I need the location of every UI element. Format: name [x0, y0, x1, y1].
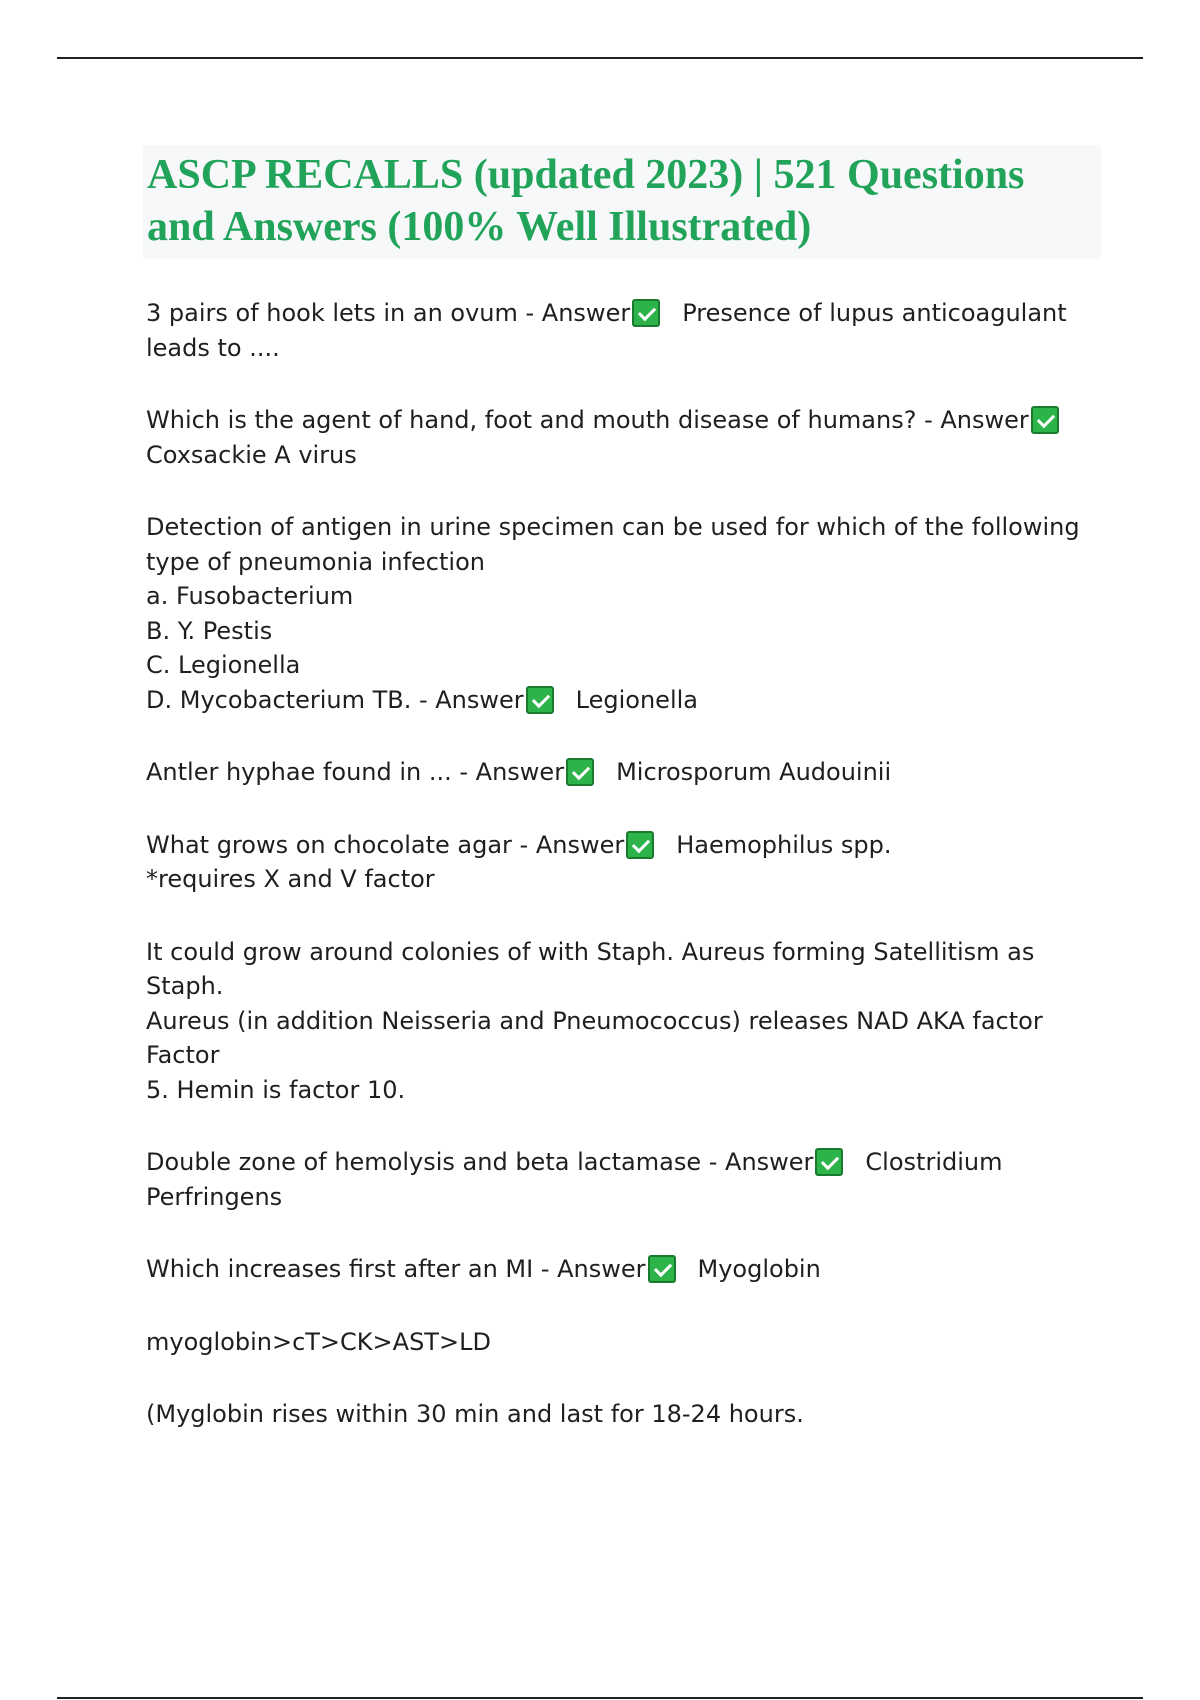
qa-item — [146, 828, 1086, 897]
text-block — [146, 1397, 1086, 1432]
check-mark-icon — [626, 831, 654, 859]
qa-line — [146, 755, 1086, 790]
check-mark-icon — [632, 299, 660, 327]
answer-note: *requires X and V factor — [146, 865, 435, 893]
qa-line — [146, 296, 1086, 331]
qa-item — [146, 755, 1086, 790]
qa-line — [146, 1145, 1086, 1180]
question-text: D. Mycobacterium TB. - Answer — [146, 685, 524, 714]
answer-text: Microsporum Audouinii — [616, 758, 892, 786]
qa-item — [146, 1252, 1086, 1287]
answer-text: Presence of lupus anticoagulant — [682, 299, 1067, 327]
question-text: Antler hyphae found in ... - Answer — [146, 758, 565, 786]
qa-line — [146, 403, 1086, 438]
check-mark-icon — [1031, 406, 1059, 434]
answer-text: Myoglobin — [697, 1255, 821, 1283]
answer-continuation: leads to .... — [146, 333, 280, 362]
question-text: What grows on chocolate agar - Answer — [146, 830, 625, 859]
answer-text: Clostridium — [865, 1148, 1003, 1176]
paragraph-line: It could grow around colonies of with Staph. Aureus forming Satellitism as Staph. — [146, 937, 1035, 1000]
title-banner — [143, 145, 1101, 259]
option-line: B. Y. Pestis — [146, 616, 273, 645]
qa-line — [146, 1252, 1086, 1287]
question-line: Detection of antigen in urine specimen can be used for which of the following — [146, 513, 1080, 541]
check-mark-icon — [815, 1148, 843, 1176]
question-text: Which increases first after an MI - Answer — [146, 1255, 646, 1283]
option-line: C. Legionella — [146, 651, 301, 679]
question-line: type of pneumonia infection — [146, 547, 485, 576]
qa-content — [146, 296, 1086, 1470]
qa-line — [146, 683, 1086, 718]
qa-item — [146, 296, 1086, 365]
qa-line — [146, 828, 1086, 863]
answer-text: Coxsackie A virus — [146, 440, 357, 469]
document-title: ASCP RECALLS (updated 2023) | 521 Questions and Answers (100% Well Illustrated) — [147, 152, 1025, 250]
qa-item — [146, 1145, 1086, 1214]
question-text: 3 pairs of hook lets in an ovum - Answer — [146, 299, 631, 327]
qa-item — [146, 510, 1086, 717]
question-text: Which is the agent of hand, foot and mouth disease of humans? - Answer — [146, 406, 1029, 434]
check-mark-icon — [526, 686, 554, 714]
top-rule — [57, 57, 1143, 59]
answer-text: Legionella — [575, 685, 698, 714]
paragraph-line: myoglobin>cT>CK>AST>LD — [146, 1327, 491, 1356]
paragraph-line: Aureus (in addition Neisseria and Pneumococcus) releases NAD AKA factor Factor — [146, 1006, 1043, 1069]
answer-continuation: Perfringens — [146, 1182, 283, 1211]
option-line: a. Fusobacterium — [146, 582, 354, 610]
text-block — [146, 935, 1086, 1108]
bottom-rule — [57, 1697, 1143, 1699]
paragraph-line: 5. Hemin is factor 10. — [146, 1075, 406, 1104]
text-block — [146, 1325, 1086, 1360]
paragraph-line: (Myglobin rises within 30 min and last for 18-24 hours. — [146, 1400, 804, 1428]
question-text: Double zone of hemolysis and beta lactamase - Answer — [146, 1148, 814, 1176]
check-mark-icon — [648, 1255, 676, 1283]
qa-item — [146, 403, 1086, 472]
answer-text: Haemophilus spp. — [676, 830, 892, 859]
check-mark-icon — [566, 758, 594, 786]
